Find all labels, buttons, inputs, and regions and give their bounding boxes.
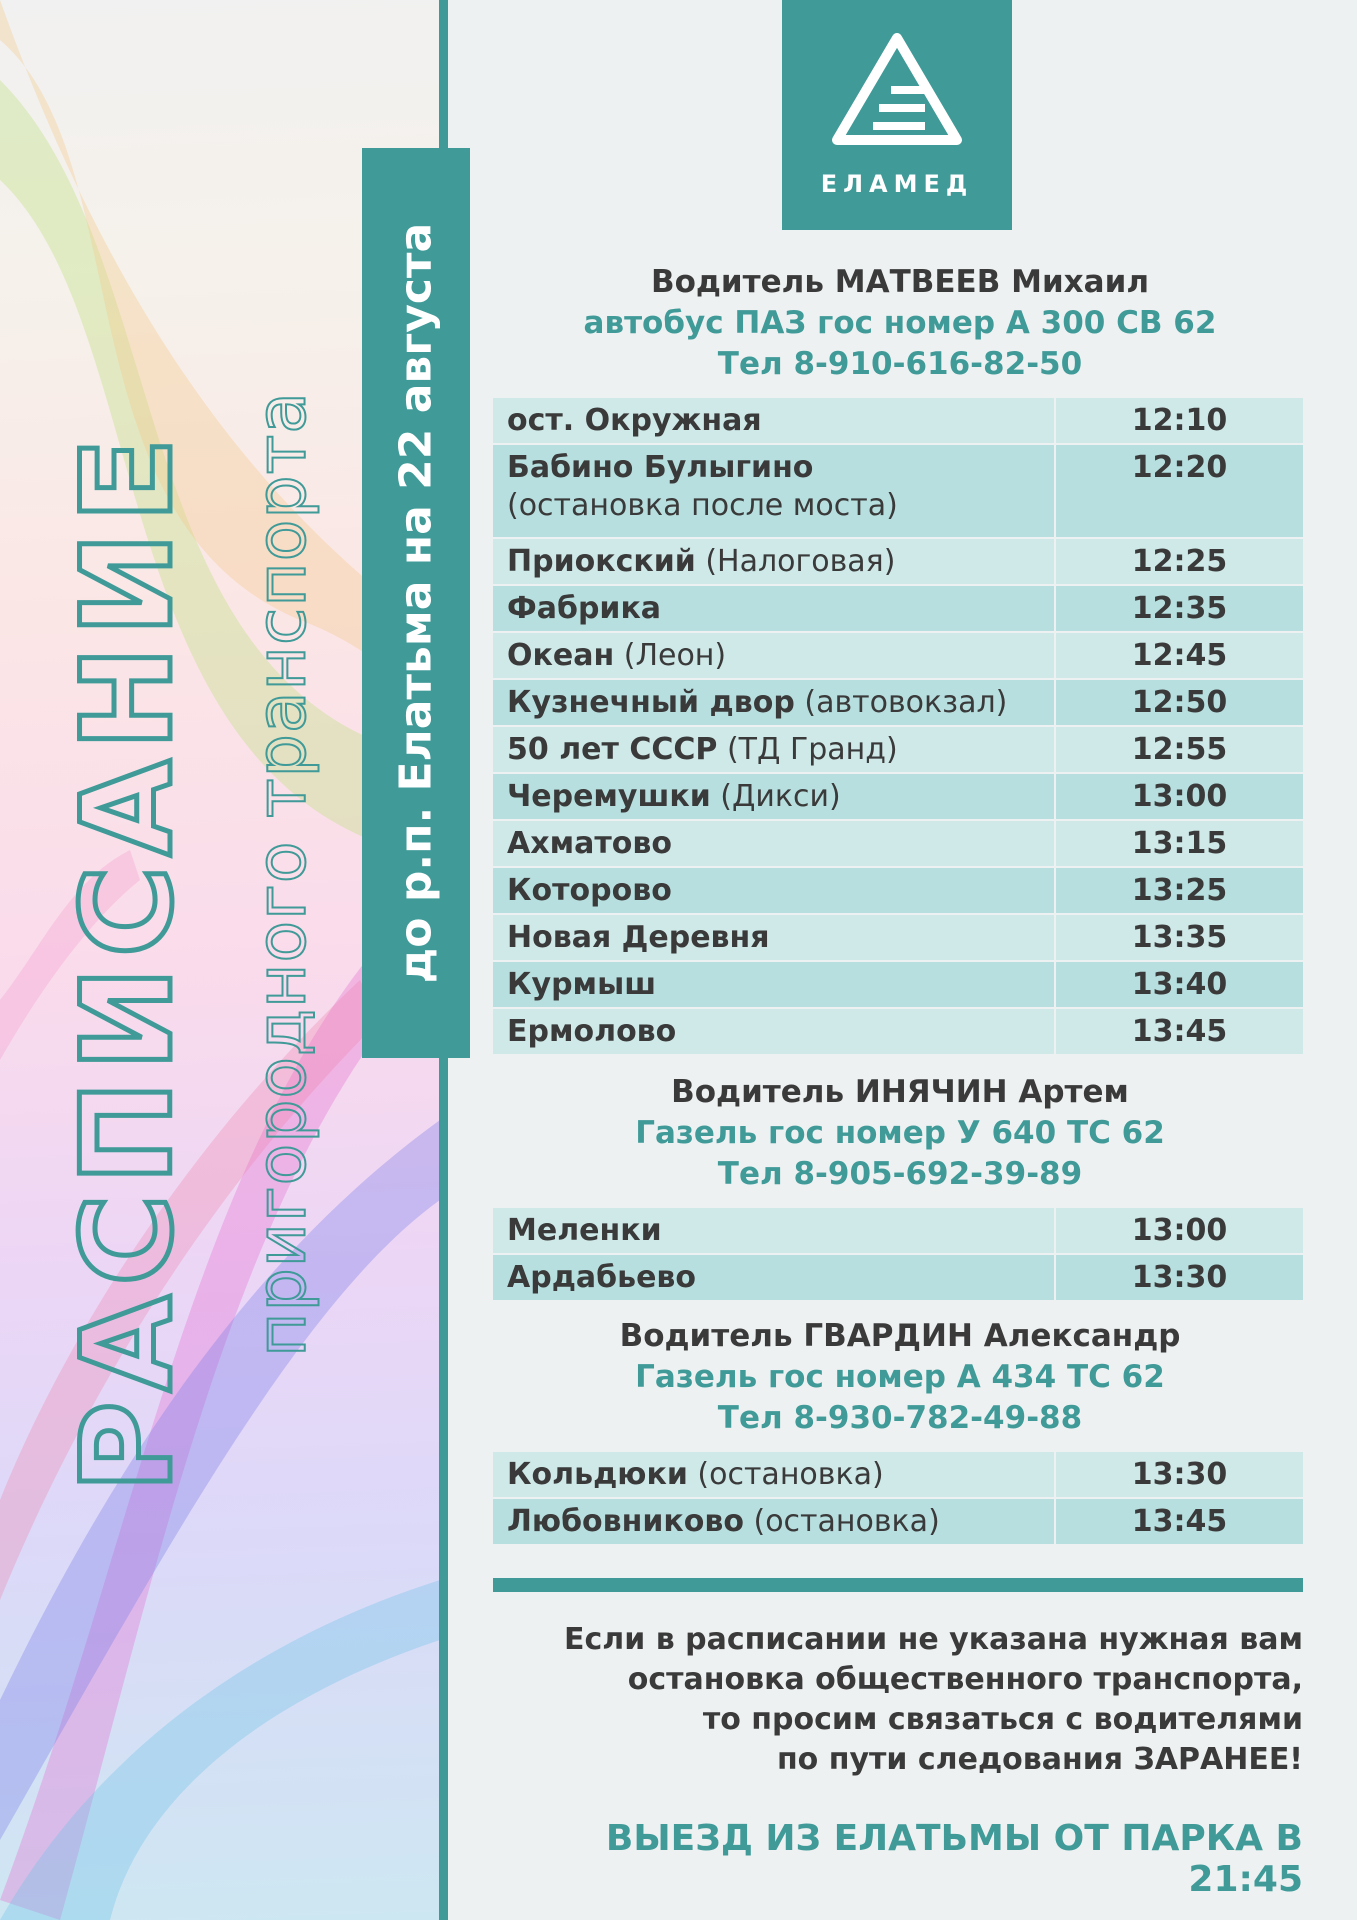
triangle-logo-icon <box>829 30 965 150</box>
stop-name: Любовниково <box>507 1504 744 1539</box>
stop-time: 13:45 <box>1131 1014 1228 1049</box>
stop-time: 12:10 <box>1131 403 1228 438</box>
driver-header-3 <box>490 1316 1310 1439</box>
stop-time: 13:30 <box>1131 1457 1228 1492</box>
stop-time: 12:45 <box>1131 638 1228 673</box>
stop-note: (ТД Гранд) <box>726 732 898 767</box>
stop-note: (остановка) <box>697 1457 884 1492</box>
driver-header-1 <box>490 262 1310 385</box>
table-row <box>493 727 1303 772</box>
divider-bar <box>493 1578 1303 1592</box>
schedule-table-1 <box>493 398 1303 1056</box>
table-row <box>493 586 1303 631</box>
stop-time: 13:45 <box>1131 1504 1228 1539</box>
stop-note: (автовокзал) <box>804 685 1008 720</box>
elamed-logo <box>782 0 1012 230</box>
table-row <box>493 680 1303 725</box>
stop-name: Бабино Булыгино <box>507 450 814 485</box>
notice-line: остановка общественного транспорта, <box>627 1662 1303 1697</box>
stop-time: 12:55 <box>1131 732 1228 767</box>
vehicle-info: Газель гос номер А 434 ТС 62 <box>635 1359 1165 1395</box>
table-row <box>493 1452 1303 1497</box>
driver-phone: Тел 8-930-782-49-88 <box>717 1400 1083 1436</box>
stop-note: (остановка после моста) <box>507 488 898 523</box>
stop-time: 13:00 <box>1131 779 1228 814</box>
driver-name: Водитель ИНЯЧИН Артем <box>671 1074 1129 1110</box>
stop-name: Ардабьево <box>507 1260 697 1295</box>
notice-line: то просим связаться с водителями <box>702 1702 1303 1737</box>
stop-name: Которово <box>507 873 672 908</box>
stop-name: ост. Окружная <box>507 403 762 438</box>
departure-text: ВЫЕЗД ИЗ ЕЛАТЬМЫ ОТ ПАРКА В 21:45 <box>605 1818 1303 1900</box>
stop-time: 13:25 <box>1131 873 1228 908</box>
stop-time: 13:40 <box>1131 967 1228 1002</box>
stop-note: (Дикси) <box>720 779 841 814</box>
schedule-table-2 <box>493 1208 1303 1302</box>
stop-name: Меленки <box>507 1213 662 1248</box>
driver-name: Водитель ГВАРДИН Александр <box>619 1318 1181 1354</box>
stop-time: 12:20 <box>1131 450 1228 485</box>
table-row <box>493 868 1303 913</box>
stop-name: Ахматово <box>507 826 672 861</box>
table-row <box>493 821 1303 866</box>
stop-name: Ермолово <box>507 1014 677 1049</box>
vehicle-info: Газель гос номер У 640 ТС 62 <box>635 1115 1165 1151</box>
stop-name: Кольдюки <box>507 1457 688 1492</box>
poster-title: РАСПИСАНИЕ <box>56 427 200 1493</box>
table-row <box>493 445 1303 537</box>
driver-name: Водитель МАТВЕЕВ Михаил <box>650 264 1150 300</box>
driver-phone: Тел 8-910-616-82-50 <box>717 346 1083 382</box>
driver-header-2 <box>490 1072 1310 1195</box>
vehicle-info: автобус ПАЗ гос номер А 300 СВ 62 <box>583 305 1217 341</box>
table-row <box>493 539 1303 584</box>
notice-text <box>493 1620 1303 1780</box>
stop-time: 12:35 <box>1131 591 1228 626</box>
table-row <box>493 633 1303 678</box>
stop-name: Фабрика <box>507 591 662 626</box>
stop-time: 13:30 <box>1131 1260 1228 1295</box>
stop-note: (остановка) <box>753 1504 940 1539</box>
date-text: до р.п. Елатьма на 22 августа <box>390 222 442 984</box>
table-row <box>493 1208 1303 1253</box>
logo-text: ЕЛАМЕД <box>820 170 974 198</box>
stop-name: Океан <box>507 638 615 673</box>
stop-time: 13:15 <box>1131 826 1228 861</box>
stop-name: Новая Деревня <box>507 920 770 955</box>
stop-name: Черемушки <box>507 779 711 814</box>
stop-note: (Налоговая) <box>705 544 896 579</box>
table-row <box>493 915 1303 960</box>
schedule-table-3 <box>493 1452 1303 1546</box>
notice-line: Если в расписании не указана нужная вам <box>564 1622 1303 1657</box>
stop-note: (Леон) <box>623 638 727 673</box>
stop-name: Приокский <box>507 544 696 579</box>
poster-subtitle: пригородного транспорта <box>242 391 322 1357</box>
stop-time: 13:35 <box>1131 920 1228 955</box>
table-row <box>493 1009 1303 1054</box>
table-row <box>493 1499 1303 1544</box>
stop-name: Курмыш <box>507 967 657 1002</box>
driver-phone: Тел 8-905-692-39-89 <box>717 1156 1083 1192</box>
stop-time: 12:50 <box>1131 685 1228 720</box>
table-row <box>493 1255 1303 1300</box>
table-row <box>493 774 1303 819</box>
stop-name: 50 лет СССР <box>507 732 718 767</box>
stop-time: 12:25 <box>1131 544 1228 579</box>
stop-name: Кузнечный двор <box>507 685 795 720</box>
table-row <box>493 962 1303 1007</box>
table-row <box>493 398 1303 443</box>
notice-line: по пути следования ЗАРАНЕЕ! <box>776 1742 1303 1777</box>
stop-time: 13:00 <box>1131 1213 1228 1248</box>
